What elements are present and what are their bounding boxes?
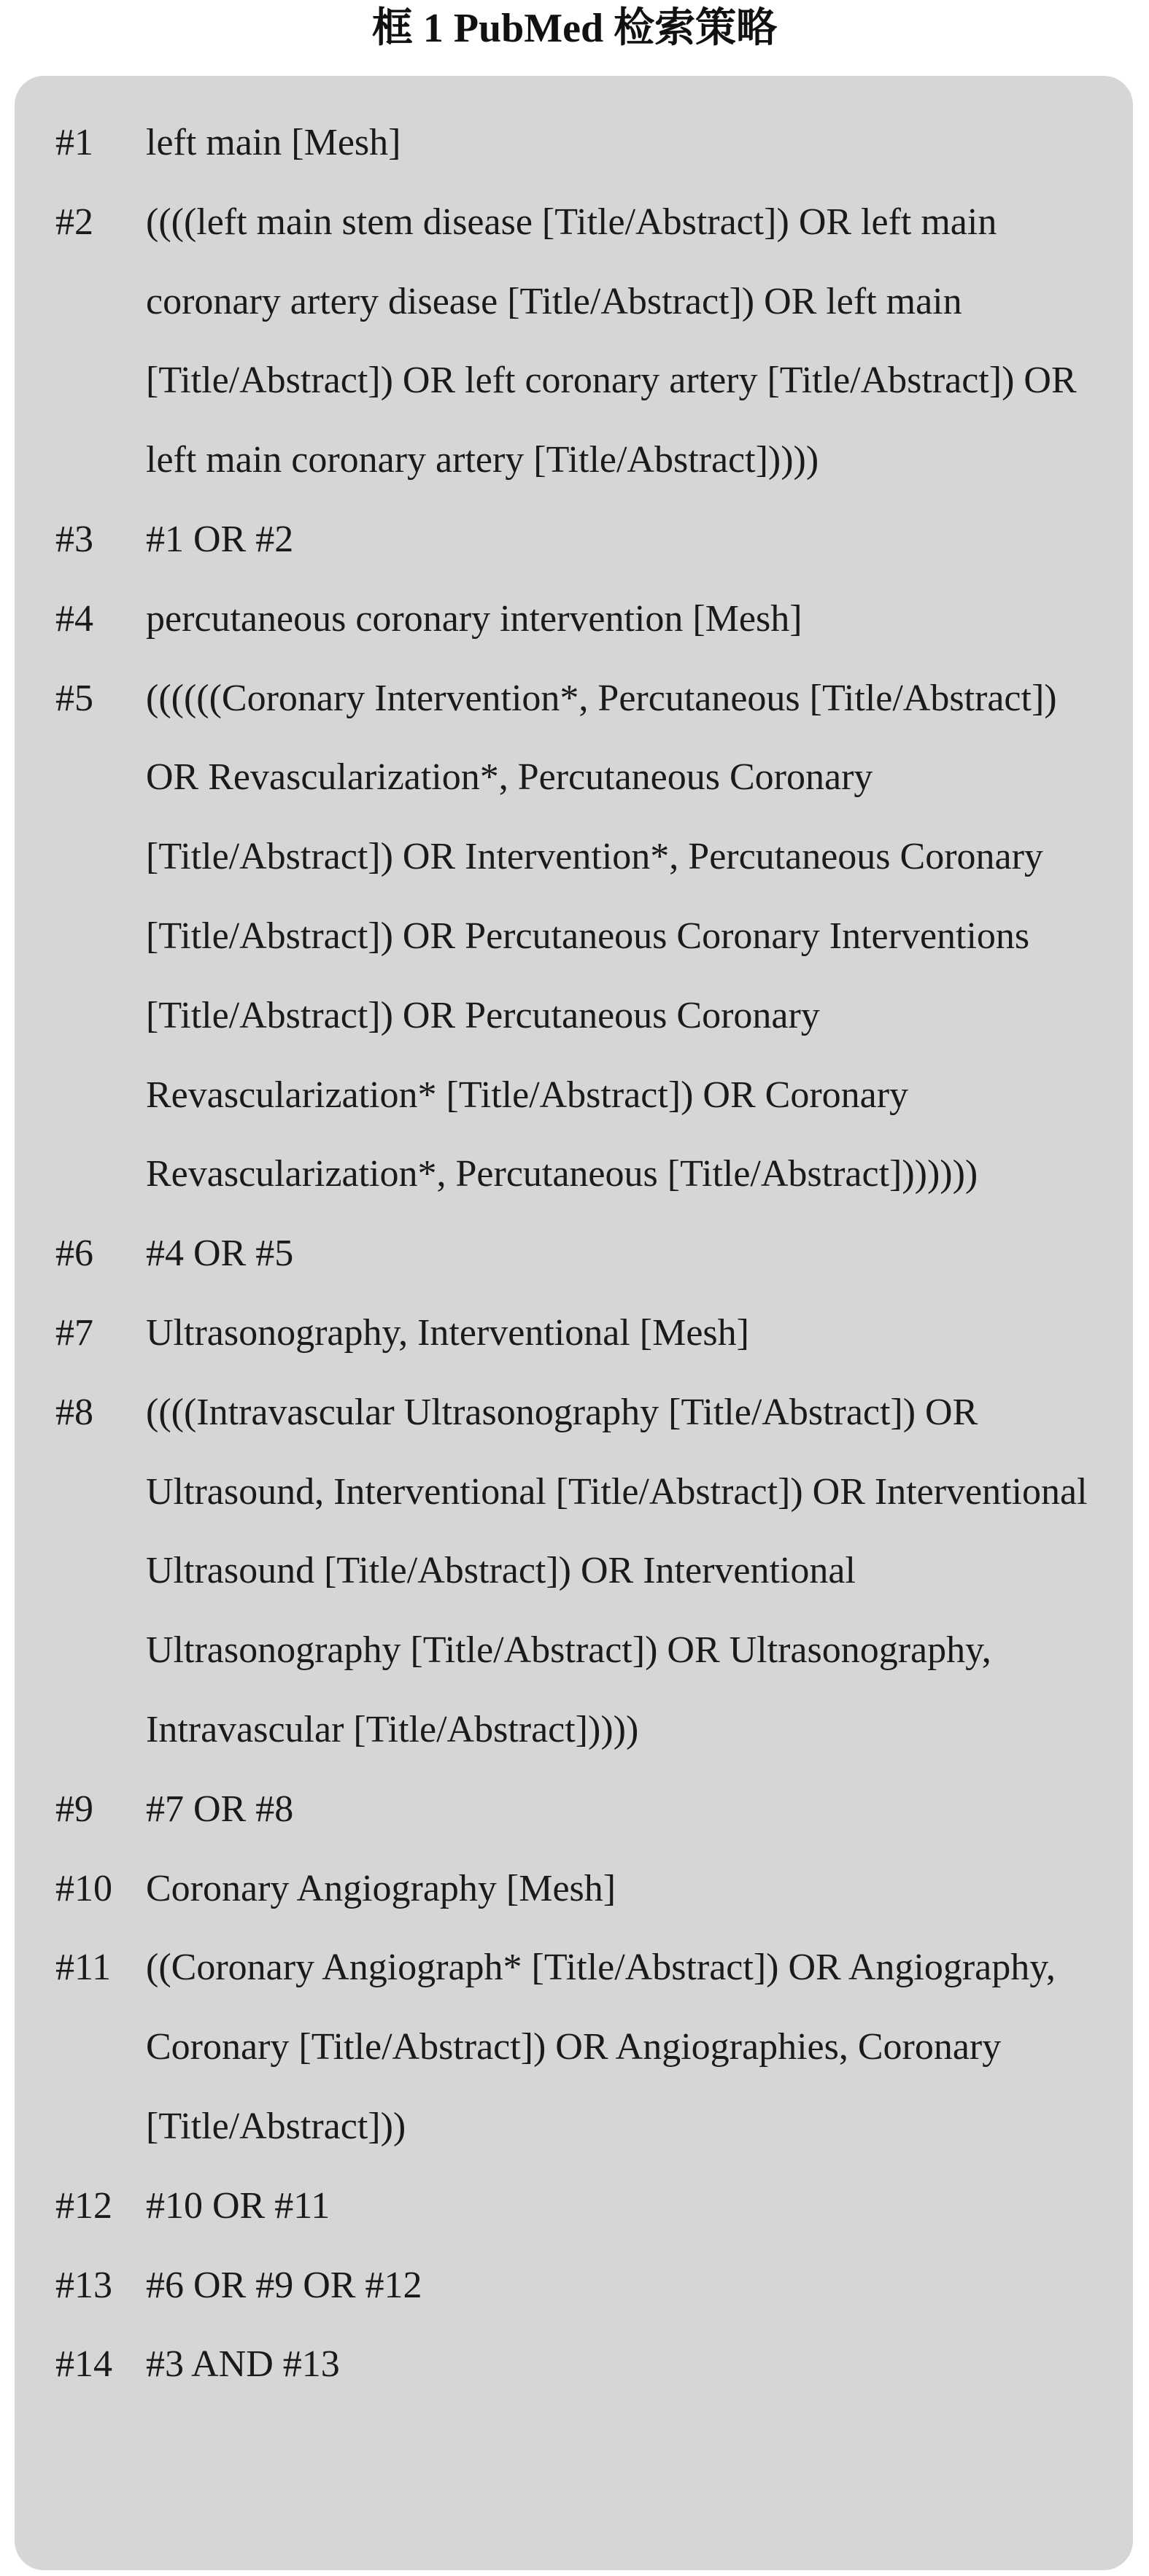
- search-step-row: [15, 104, 1133, 183]
- step-query: #6 OR #9 OR #12: [146, 2264, 422, 2306]
- search-step-row: [15, 580, 1133, 659]
- step-query: left main [Mesh]: [146, 122, 401, 163]
- step-query: #10 OR #11: [146, 2184, 330, 2227]
- step-query: #1 OR #2: [146, 518, 294, 560]
- step-number: #1: [55, 122, 93, 163]
- search-step-row: [15, 2325, 1133, 2405]
- step-query: ((((Intravascular Ultrasonography [Title/Abstract]) OR Ultrasound, Interventional [Title/Abstract]) OR Interventional Ultrasound [Title/Abstract]) OR Interventional Ultrasonography [Title/Abstract]) OR Ultrasonography, Intravascular [Title/Abstract])))): [146, 1391, 1088, 1750]
- search-step-row: [15, 659, 1133, 1215]
- step-number: #10: [55, 1867, 112, 1909]
- step-query: #4 OR #5: [146, 1233, 294, 1275]
- search-step-row: [15, 1770, 1133, 1850]
- search-step-row: [15, 183, 1133, 500]
- step-number: #3: [55, 518, 93, 560]
- step-number: #14: [55, 2343, 112, 2386]
- step-query: #7 OR #8: [146, 1788, 294, 1830]
- step-number: #13: [55, 2264, 112, 2306]
- step-number: #6: [55, 1233, 93, 1275]
- search-step-row: [15, 2167, 1133, 2246]
- step-number: #2: [55, 201, 93, 243]
- search-step-row: [15, 500, 1133, 580]
- step-number: #4: [55, 597, 93, 640]
- step-query: #3 AND #13: [146, 2343, 340, 2386]
- search-strategy-box: [15, 76, 1133, 2570]
- step-number: #12: [55, 2184, 112, 2227]
- search-step-row: [15, 1214, 1133, 1294]
- step-query: ((((left main stem disease [Title/Abstract]) OR left main coronary artery disease [Title/Abstract]) OR left main [Title/Abstract]) OR left coronary artery [Title/Abstract]) OR left main coronary artery [Title/Abstract])))): [146, 201, 1077, 481]
- step-number: #8: [55, 1391, 93, 1433]
- search-step-row: [15, 1850, 1133, 1929]
- step-number: #7: [55, 1311, 93, 1354]
- step-query: Ultrasonography, Interventional [Mesh]: [146, 1311, 749, 1354]
- box-caption: 框 1 PubMed 检索策略: [371, 6, 778, 51]
- step-number: #9: [55, 1788, 93, 1830]
- search-step-row: [15, 1294, 1133, 1373]
- search-step-row: [15, 2246, 1133, 2326]
- search-step-row: [15, 1373, 1133, 1770]
- step-query: ((((((Coronary Intervention*, Percutaneous [Title/Abstract]) OR Revascularization*, Percutaneous Coronary [Title/Abstract]) OR Intervention*, Percutaneous Coronary [Title/Abstract]) OR Percutaneous Coronary Interventions [Title/Abstract]) OR Percutaneous Coronary Revascularization* [Title/Abstract]) OR Coronary Revascularization*, Percutaneous [Title/Abstract])))))): [146, 677, 1057, 1195]
- step-query: Coronary Angiography [Mesh]: [146, 1867, 616, 1909]
- step-query: percutaneous coronary intervention [Mesh]: [146, 597, 802, 640]
- search-step-row: [15, 1928, 1133, 2166]
- step-number: #5: [55, 677, 93, 719]
- step-query: ((Coronary Angiograph* [Title/Abstract]) OR Angiography, Coronary [Title/Abstract]) OR Angiographies, Coronary [Title/Abstract])): [146, 1947, 1056, 2147]
- step-number: #11: [55, 1947, 112, 1989]
